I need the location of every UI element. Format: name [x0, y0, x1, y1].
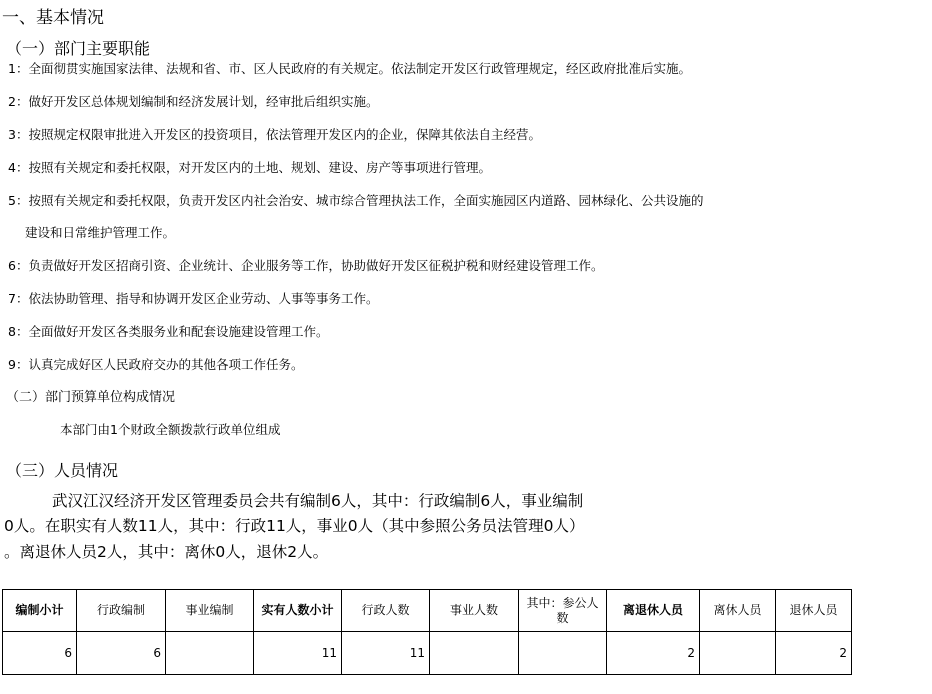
function-item-4: 4：按照有关规定和委托权限，对开发区内的土地、规划、建设、房产等事项进行管理。: [8, 160, 491, 175]
col-header-tuixiu: 退休人员: [776, 590, 852, 632]
section-title-basic-info: 一、基本情况: [2, 8, 104, 28]
cell-admin-count: 11: [342, 632, 430, 675]
function-item-1: 1：全面彻贯实施国家法律、法规和省、市、区人民政府的有关规定。依法制定开发区行政管理规定，经区政府批准后实施。: [8, 61, 691, 76]
cell-actual-subtotal: 11: [254, 632, 342, 675]
staff-table-header-row: [3, 590, 852, 632]
subsection-title-staff: （三）人员情况: [6, 461, 119, 480]
col-header-actual-subtotal: 实有人数小计: [254, 590, 342, 632]
col-header-admin-positions: 行政编制: [77, 590, 166, 632]
cell-institution-count: [430, 632, 519, 675]
col-header-admin-count: 行政人数: [342, 590, 430, 632]
col-header-retired-total: 离退休人员: [607, 590, 700, 632]
cell-retired-total: 2: [607, 632, 700, 675]
cell-institution-positions: [166, 632, 254, 675]
function-item-6: 6：负责做好开发区招商引资、企业统计、企业服务等工作，协助做好开发区征税护税和财经建设管理工作。: [8, 258, 604, 273]
col-header-authorized-subtotal: 编制小计: [3, 590, 77, 632]
col-header-lixiu: 离休人员: [700, 590, 776, 632]
function-item-5-continued: 建设和日常维护管理工作。: [25, 225, 176, 240]
cell-admin-positions: 6: [77, 632, 166, 675]
col-header-institution-positions: 事业编制: [166, 590, 254, 632]
cell-tuixiu: 2: [776, 632, 852, 675]
staff-paragraph-line-2: 0人。在职实有人数11人，其中：行政11人，事业0人（其中参照公务员法管理0人）: [4, 517, 585, 535]
table-row: [3, 632, 852, 675]
cell-authorized-subtotal: 6: [3, 632, 77, 675]
subsection-title-budget-units: （二）部门预算单位构成情况: [6, 390, 176, 405]
budget-units-text: 本部门由1个财政全额拨款行政单位组成: [60, 422, 281, 437]
function-item-8: 8：全面做好开发区各类服务业和配套设施建设管理工作。: [8, 324, 329, 339]
function-item-2: 2：做好开发区总体规划编制和经济发展计划，经审批后组织实施。: [8, 94, 379, 109]
col-header-civil-servant-ref-count: 其中：参公人数: [519, 590, 607, 632]
function-item-9: 9：认真完成好区人民政府交办的其他各项工作任务。: [8, 357, 304, 372]
cell-civil-servant-ref-count: [519, 632, 607, 675]
subsection-title-main-functions: （一）部门主要职能: [6, 39, 151, 58]
staff-table: [2, 589, 852, 675]
function-item-5: 5：按照有关规定和委托权限，负责开发区内社会治安、城市综合管理执法工作，全面实施园区内道路、园林绿化、公共设施的: [8, 193, 704, 208]
staff-paragraph-line-3: 。离退休人员2人，其中：离休0人，退休2人。: [4, 543, 329, 561]
function-item-7: 7：依法协助管理、指导和协调开发区企业劳动、人事等事务工作。: [8, 291, 379, 306]
function-item-3: 3：按照规定权限审批进入开发区的投资项目，依法管理开发区内的企业，保障其依法自主经营。: [8, 127, 541, 142]
staff-paragraph-line-1: 武汉江汉经济开发区管理委员会共有编制6人，其中：行政编制6人，事业编制: [52, 492, 584, 510]
col-header-institution-count: 事业人数: [430, 590, 519, 632]
cell-lixiu: [700, 632, 776, 675]
